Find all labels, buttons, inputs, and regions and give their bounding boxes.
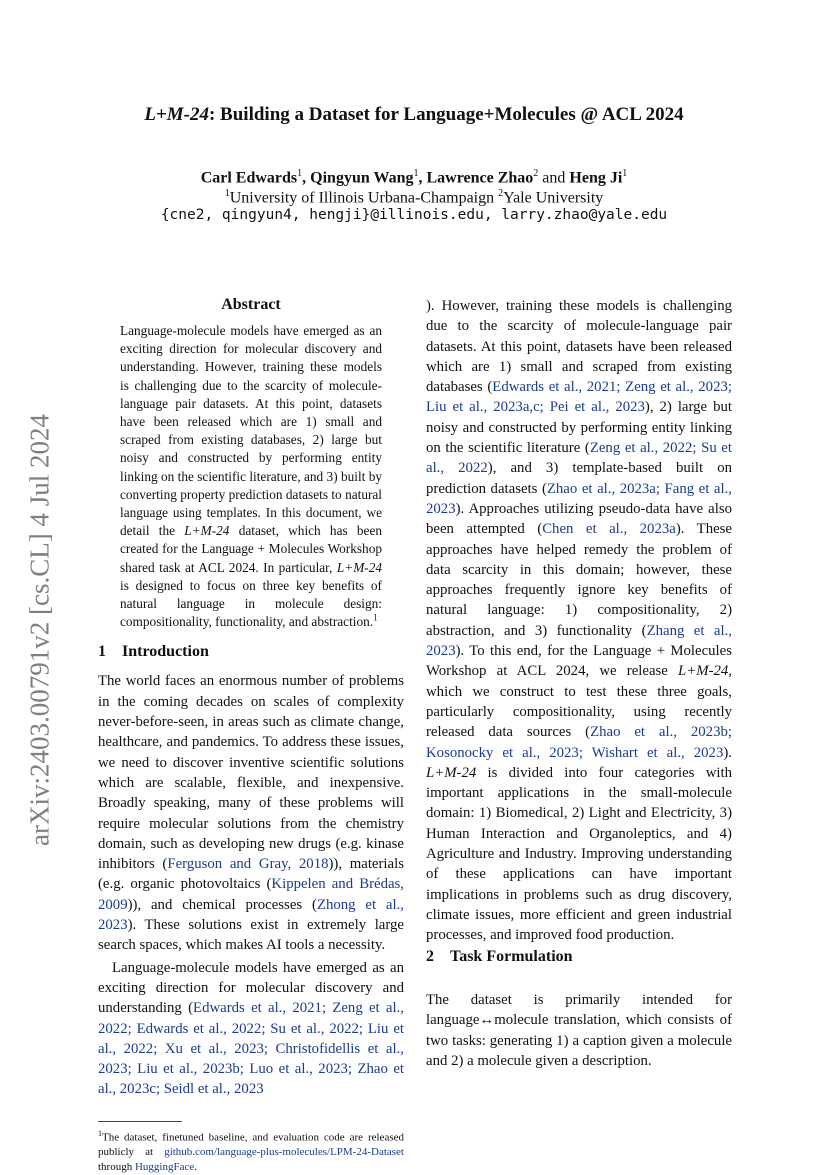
text-run: ), and 3) template-based built on prediction datasets ( (426, 460, 732, 497)
text-run: ), 2) large but noisy and constructed by performing entity linking on the scientific literature ( (426, 399, 733, 457)
author-name: Carl Edwards (200, 169, 298, 187)
citation-link[interactable]: Ferguson and Gray, 2018 (167, 856, 329, 873)
footnote-marker[interactable]: 1 (373, 612, 378, 623)
author-separator: , (302, 169, 311, 187)
author-separator: , (418, 169, 427, 187)
citation-link[interactable]: Zhao et al., 2023a; Fang et al., 2023 (426, 480, 732, 517)
title-dataset-name: L+M-24 (144, 104, 209, 125)
task-paragraph-1: The dataset is primarily intended for language↔molecule translation, which consists of two tasks: generating 1) a caption given a molecule and 2) a molecule given a description. (426, 992, 732, 1069)
affiliation-illinois: University of Illinois Urbana-Champaign (229, 189, 499, 207)
section-heading-task-formulation (426, 948, 732, 966)
section-heading-introduction (98, 643, 404, 661)
text-run: ). However, training these models is challenging due to the scarcity of molecule-language pair datasets. At this point, datasets have been released which are 1) small and scraped from existing databases ( (426, 298, 732, 396)
intro-paragraph-2 (98, 958, 404, 1100)
text-run: )), materials (e.g. organic photovoltaics ( (98, 856, 404, 893)
section-number: 2 (426, 948, 434, 965)
abstract-text-part: dataset, which has been created for the Language + Molecules Workshop shared task at ACL 2024. In particular, (120, 523, 382, 575)
section-title: Introduction (122, 643, 209, 661)
dataset-name: L+M-24 (426, 764, 477, 781)
section-title: Task Formulation (450, 948, 573, 965)
author-name: Qingyun Wang (310, 169, 414, 187)
affil-sup: 1 (224, 188, 230, 199)
author-affil-sup: 1 (622, 168, 628, 179)
right-column (426, 296, 732, 1071)
citation-link[interactable]: Zhang et al., 2023 (426, 622, 732, 660)
text-run: ). (723, 744, 732, 761)
author-emails: {cne2, qingyun4, hengji}@illinois.edu, larry.zhao@yale.edu (160, 207, 668, 223)
footnote-number: 1 (98, 1128, 102, 1138)
text-run: The world faces an enormous number of problems in the coming decades on scales of complexity never-before-seen, in areas such as climate change, healthcare, and pandemics. To address these issues, we need to discover inventive scientific solutions which are scalable, flexible, and inexpensive. Broadly speaking, many of these problems will require molecular solutions from the chemistry domain, such as developing new drugs (e.g. kinase inhibitors ( (98, 673, 404, 873)
text-run: , which we construct to test these three goals, particularly compositionality, using recently released data sources ( (426, 663, 732, 741)
abstract-heading: Abstract (221, 296, 281, 313)
citation-link[interactable]: Zhao et al., 2023b; Kosonocky et al., 2023; Wishart et al., 2023 (426, 724, 732, 761)
footnote-text: through (98, 1161, 135, 1174)
intro-paragraph-2-continued (426, 296, 732, 946)
github-link[interactable]: github.com/language-plus-molecules/LPM-24-Dataset (164, 1146, 404, 1159)
title-rest: : Building a Dataset for Language+Molecules @ ACL 2024 (208, 104, 684, 125)
abstract-text-part: Language-molecule models have emerged as an exciting direction for molecular discovery and understanding. However, training these models is challenging due to the scarcity of molecule-language pair datasets. At this point, datasets have been released which are 1) small and scraped from existing databases, 2) large but noisy and constructed by performing entity linking on the scientific literature, and 3) built by converting property prediction datasets to natural language using templates. In this document, we detail the (120, 323, 382, 539)
affiliations (0, 188, 828, 207)
footnote (98, 1126, 404, 1175)
author-affil-sup: 1 (413, 168, 419, 179)
abstract-text-part: is designed to focus on three key benefits of natural language in molecule design: compositionality, functionality, and abstraction. (120, 577, 382, 630)
abstract-dataset-name: L+M-24 (336, 559, 382, 575)
author-list (0, 168, 828, 187)
author-and: and (538, 169, 570, 187)
intro-paragraph-2-part-b (426, 296, 733, 944)
abstract-dataset-name: L+M-24 (184, 523, 230, 539)
text-run: Language-molecule models have emerged as an exciting direction for molecular discovery and understanding ( (98, 959, 404, 1017)
footnote-text: . (194, 1161, 197, 1174)
arxiv-identifier-stamp: arXiv:2403.00791v2 [cs.CL] 4 Jul 2024 (24, 414, 55, 846)
author-affil-sup: 1 (297, 168, 303, 179)
text-run: is divided into four categories with important applications in the small-molecule domain: 1) Biomedical, 2) Light and Electricity, 3) Human Interaction and Organoleptics, and 4) Agriculture and Industry. Improving understanding of these applications can have important implications in problems such as drug discovery, climate issues, more efficient and green industrial processes, and improved food production. (426, 764, 732, 944)
paper-title (0, 104, 828, 126)
citation-link[interactable]: Edwards et al., 2021; Zeng et al., 2023; Liu et al., 2023a,c; Pei et al., 2023 (426, 379, 732, 416)
citation-link[interactable]: Zhong et al., 2023 (98, 896, 404, 934)
abstract-text (120, 322, 382, 631)
text-run: ). Approaches utilizing pseudo-data have also been attempted ( (426, 500, 732, 538)
author-name: Heng Ji (569, 169, 623, 187)
affil-sup: 2 (498, 188, 504, 199)
author-affil-sup: 2 (533, 168, 539, 179)
citation-link[interactable]: Edwards et al., 2021; Zeng et al., 2022; Edwards et al., 2022; Su et al., 2022; Liu et al., 2022; Xu et al., 2023; Christofidellis et al., 2023; Liu et al., 2023b; Luo et al., 2023; Zhao et al., 2023c; Seidl et al., 2023 (98, 1000, 404, 1098)
section-number: 1 (98, 643, 106, 661)
text-run: ). These approaches have helped remedy the problem of data scarcity in this domain; however, these approaches frequently ignore key benefits of natural language: 1) compositionality, 2) abstraction, and 3) functionality ( (426, 521, 732, 639)
citation-link[interactable]: Zeng et al., 2022; Su et al., 2022 (426, 440, 732, 477)
left-column (98, 296, 404, 1175)
text-run: ). These solutions exist in extremely large search spaces, which makes AI tools a necessity. (98, 917, 404, 954)
affiliation-yale: Yale University (503, 189, 604, 207)
intro-paragraph-2-part-a (98, 958, 404, 1113)
footnote-divider (98, 1121, 182, 1122)
citation-link[interactable]: Kippelen and Brédas, 2009 (98, 876, 404, 913)
footnote-text: The dataset, finetuned baseline, and evaluation code are released publicly at (98, 1131, 404, 1159)
author-name: Lawrence Zhao (426, 169, 534, 187)
citation-link[interactable]: Chen et al., 2023a (542, 521, 676, 538)
huggingface-link[interactable]: HuggingFace (134, 1161, 195, 1174)
text-run: )), and chemical processes ( (127, 896, 317, 913)
dataset-name: L+M-24 (678, 663, 729, 680)
intro-paragraph-1 (98, 671, 404, 955)
text-run: ). To this end, for the Language + Molecules Workshop at ACL 2024, we release (426, 643, 732, 680)
